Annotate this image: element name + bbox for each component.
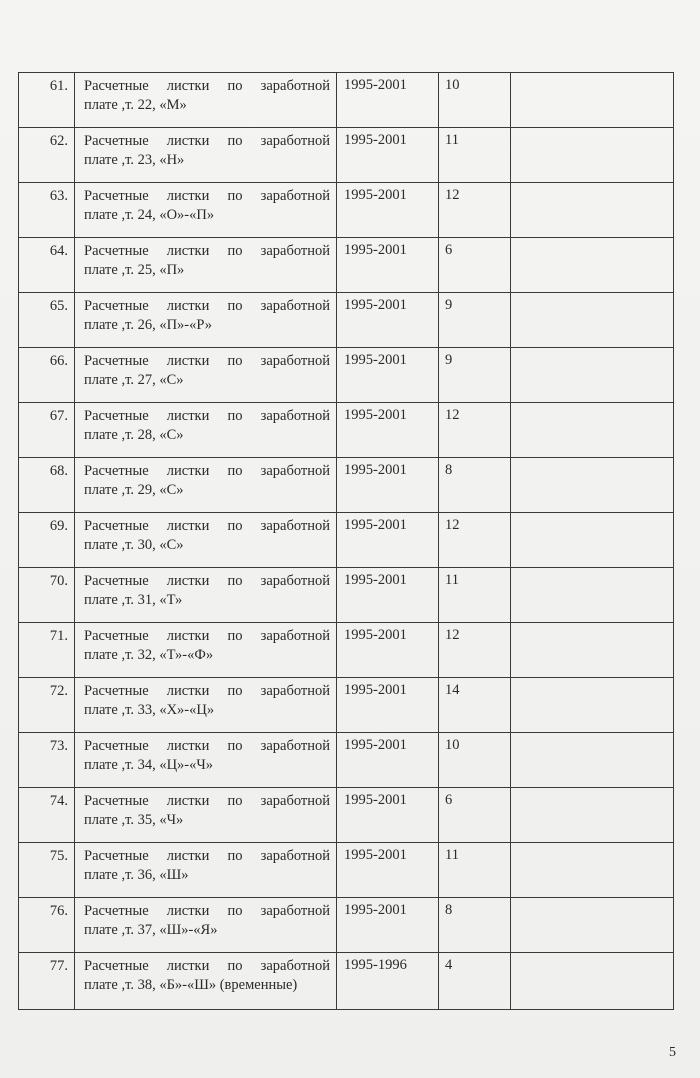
table-row (19, 623, 674, 678)
row-note (511, 403, 674, 458)
row-title-line1: Расчетные листки по заработной (84, 573, 330, 589)
row-title (75, 568, 337, 623)
row-count: 4 (439, 953, 511, 1010)
row-title-line2: плате ,т. 27, «С» (84, 372, 184, 388)
table-row (19, 843, 674, 898)
row-note (511, 513, 674, 568)
row-title-line1: Расчетные листки по заработной (84, 738, 330, 754)
row-title (75, 73, 337, 128)
row-dates: 1995-2001 (337, 568, 439, 623)
page-number: 5 (669, 1045, 676, 1060)
row-count: 12 (439, 183, 511, 238)
row-count: 12 (439, 623, 511, 678)
row-title-line1: Расчетные листки по заработной (84, 463, 330, 479)
row-count: 8 (439, 458, 511, 513)
row-title-line1: Расчетные листки по заработной (84, 848, 330, 864)
row-number: 67. (19, 403, 75, 458)
row-title-line2: плате ,т. 33, «Х»-«Ц» (84, 702, 215, 718)
row-dates: 1995-2001 (337, 678, 439, 733)
row-note (511, 183, 674, 238)
row-number: 71. (19, 623, 75, 678)
row-note (511, 788, 674, 843)
row-title-line1: Расчетные листки по заработной (84, 188, 330, 204)
row-dates: 1995-2001 (337, 623, 439, 678)
row-title-line1: Расчетные листки по заработной (84, 78, 330, 94)
row-title (75, 843, 337, 898)
row-count: 10 (439, 733, 511, 788)
row-note (511, 128, 674, 183)
row-title-line2: плате ,т. 24, «О»-«П» (84, 207, 215, 223)
row-title (75, 953, 337, 1010)
row-dates: 1995-2001 (337, 898, 439, 953)
row-title-line1: Расчетные листки по заработной (84, 518, 330, 534)
row-title (75, 898, 337, 953)
row-title-line1: Расчетные листки по заработной (84, 903, 330, 919)
row-number: 74. (19, 788, 75, 843)
row-title-line2: плате ,т. 32, «Т»-«Ф» (84, 647, 214, 663)
row-title (75, 293, 337, 348)
row-title-line1: Расчетные листки по заработной (84, 298, 330, 314)
row-count: 12 (439, 513, 511, 568)
row-title-line2: плате ,т. 37, «Ш»-«Я» (84, 922, 218, 938)
table-row (19, 403, 674, 458)
row-title-line1: Расчетные листки по заработной (84, 958, 330, 974)
table-row (19, 73, 674, 128)
row-note (511, 733, 674, 788)
row-title (75, 403, 337, 458)
row-title (75, 513, 337, 568)
row-title (75, 678, 337, 733)
row-title (75, 458, 337, 513)
row-number: 68. (19, 458, 75, 513)
row-count: 10 (439, 73, 511, 128)
inventory-table (18, 72, 674, 1010)
row-title-line2: плате ,т. 25, «П» (84, 262, 185, 278)
row-dates: 1995-2001 (337, 183, 439, 238)
row-dates: 1995-2001 (337, 733, 439, 788)
row-title-line2: плате ,т. 30, «С» (84, 537, 184, 553)
table-row (19, 733, 674, 788)
row-number: 75. (19, 843, 75, 898)
row-title-line1: Расчетные листки по заработной (84, 133, 330, 149)
row-title (75, 623, 337, 678)
row-title-line2: плате ,т. 35, «Ч» (84, 812, 184, 828)
table-row (19, 128, 674, 183)
row-dates: 1995-1996 (337, 953, 439, 1010)
row-count: 8 (439, 898, 511, 953)
row-title-line1: Расчетные листки по заработной (84, 408, 330, 424)
table-row (19, 953, 674, 1010)
row-title-line2: плате ,т. 26, «П»-«Р» (84, 317, 213, 333)
row-count: 9 (439, 293, 511, 348)
row-count: 11 (439, 568, 511, 623)
table-row (19, 568, 674, 623)
row-count: 12 (439, 403, 511, 458)
row-title (75, 788, 337, 843)
row-number: 76. (19, 898, 75, 953)
table-row (19, 788, 674, 843)
row-dates: 1995-2001 (337, 513, 439, 568)
row-note (511, 623, 674, 678)
row-title (75, 733, 337, 788)
row-count: 6 (439, 788, 511, 843)
table-row (19, 513, 674, 568)
row-title-line2: плате ,т. 38, «Б»-«Ш» (временные) (84, 977, 298, 993)
row-note (511, 953, 674, 1010)
row-dates: 1995-2001 (337, 788, 439, 843)
table-row (19, 458, 674, 513)
row-title (75, 238, 337, 293)
table-row (19, 348, 674, 403)
table-row (19, 898, 674, 953)
row-title-line1: Расчетные листки по заработной (84, 793, 330, 809)
row-title-line1: Расчетные листки по заработной (84, 628, 330, 644)
row-title-line2: плате ,т. 28, «С» (84, 427, 184, 443)
row-count: 9 (439, 348, 511, 403)
row-count: 11 (439, 843, 511, 898)
row-count: 6 (439, 238, 511, 293)
row-title (75, 348, 337, 403)
row-title-line2: плате ,т. 36, «Ш» (84, 867, 189, 883)
row-title-line1: Расчетные листки по заработной (84, 243, 330, 259)
row-count: 11 (439, 128, 511, 183)
table-row (19, 678, 674, 733)
row-note (511, 898, 674, 953)
row-note (511, 73, 674, 128)
row-number: 64. (19, 238, 75, 293)
row-note (511, 238, 674, 293)
table-row (19, 183, 674, 238)
row-title-line2: плате ,т. 29, «С» (84, 482, 184, 498)
row-dates: 1995-2001 (337, 458, 439, 513)
row-number: 62. (19, 128, 75, 183)
row-dates: 1995-2001 (337, 293, 439, 348)
row-dates: 1995-2001 (337, 843, 439, 898)
row-number: 63. (19, 183, 75, 238)
row-note (511, 843, 674, 898)
row-note (511, 678, 674, 733)
row-number: 70. (19, 568, 75, 623)
row-note (511, 568, 674, 623)
row-title (75, 128, 337, 183)
row-number: 65. (19, 293, 75, 348)
row-note (511, 348, 674, 403)
row-title (75, 183, 337, 238)
row-dates: 1995-2001 (337, 128, 439, 183)
table-row (19, 293, 674, 348)
row-title-line2: плате ,т. 31, «Т» (84, 592, 183, 608)
row-title-line2: плате ,т. 34, «Ц»-«Ч» (84, 757, 214, 773)
row-title-line2: плате ,т. 23, «Н» (84, 152, 185, 168)
table-row (19, 238, 674, 293)
row-number: 61. (19, 73, 75, 128)
row-number: 72. (19, 678, 75, 733)
row-title-line2: плате ,т. 22, «М» (84, 97, 187, 113)
row-note (511, 293, 674, 348)
row-note (511, 458, 674, 513)
row-dates: 1995-2001 (337, 403, 439, 458)
row-title-line1: Расчетные листки по заработной (84, 353, 330, 369)
row-count: 14 (439, 678, 511, 733)
row-number: 69. (19, 513, 75, 568)
row-number: 77. (19, 953, 75, 1010)
row-number: 66. (19, 348, 75, 403)
row-dates: 1995-2001 (337, 238, 439, 293)
row-dates: 1995-2001 (337, 348, 439, 403)
row-number: 73. (19, 733, 75, 788)
row-dates: 1995-2001 (337, 73, 439, 128)
row-title-line1: Расчетные листки по заработной (84, 683, 330, 699)
